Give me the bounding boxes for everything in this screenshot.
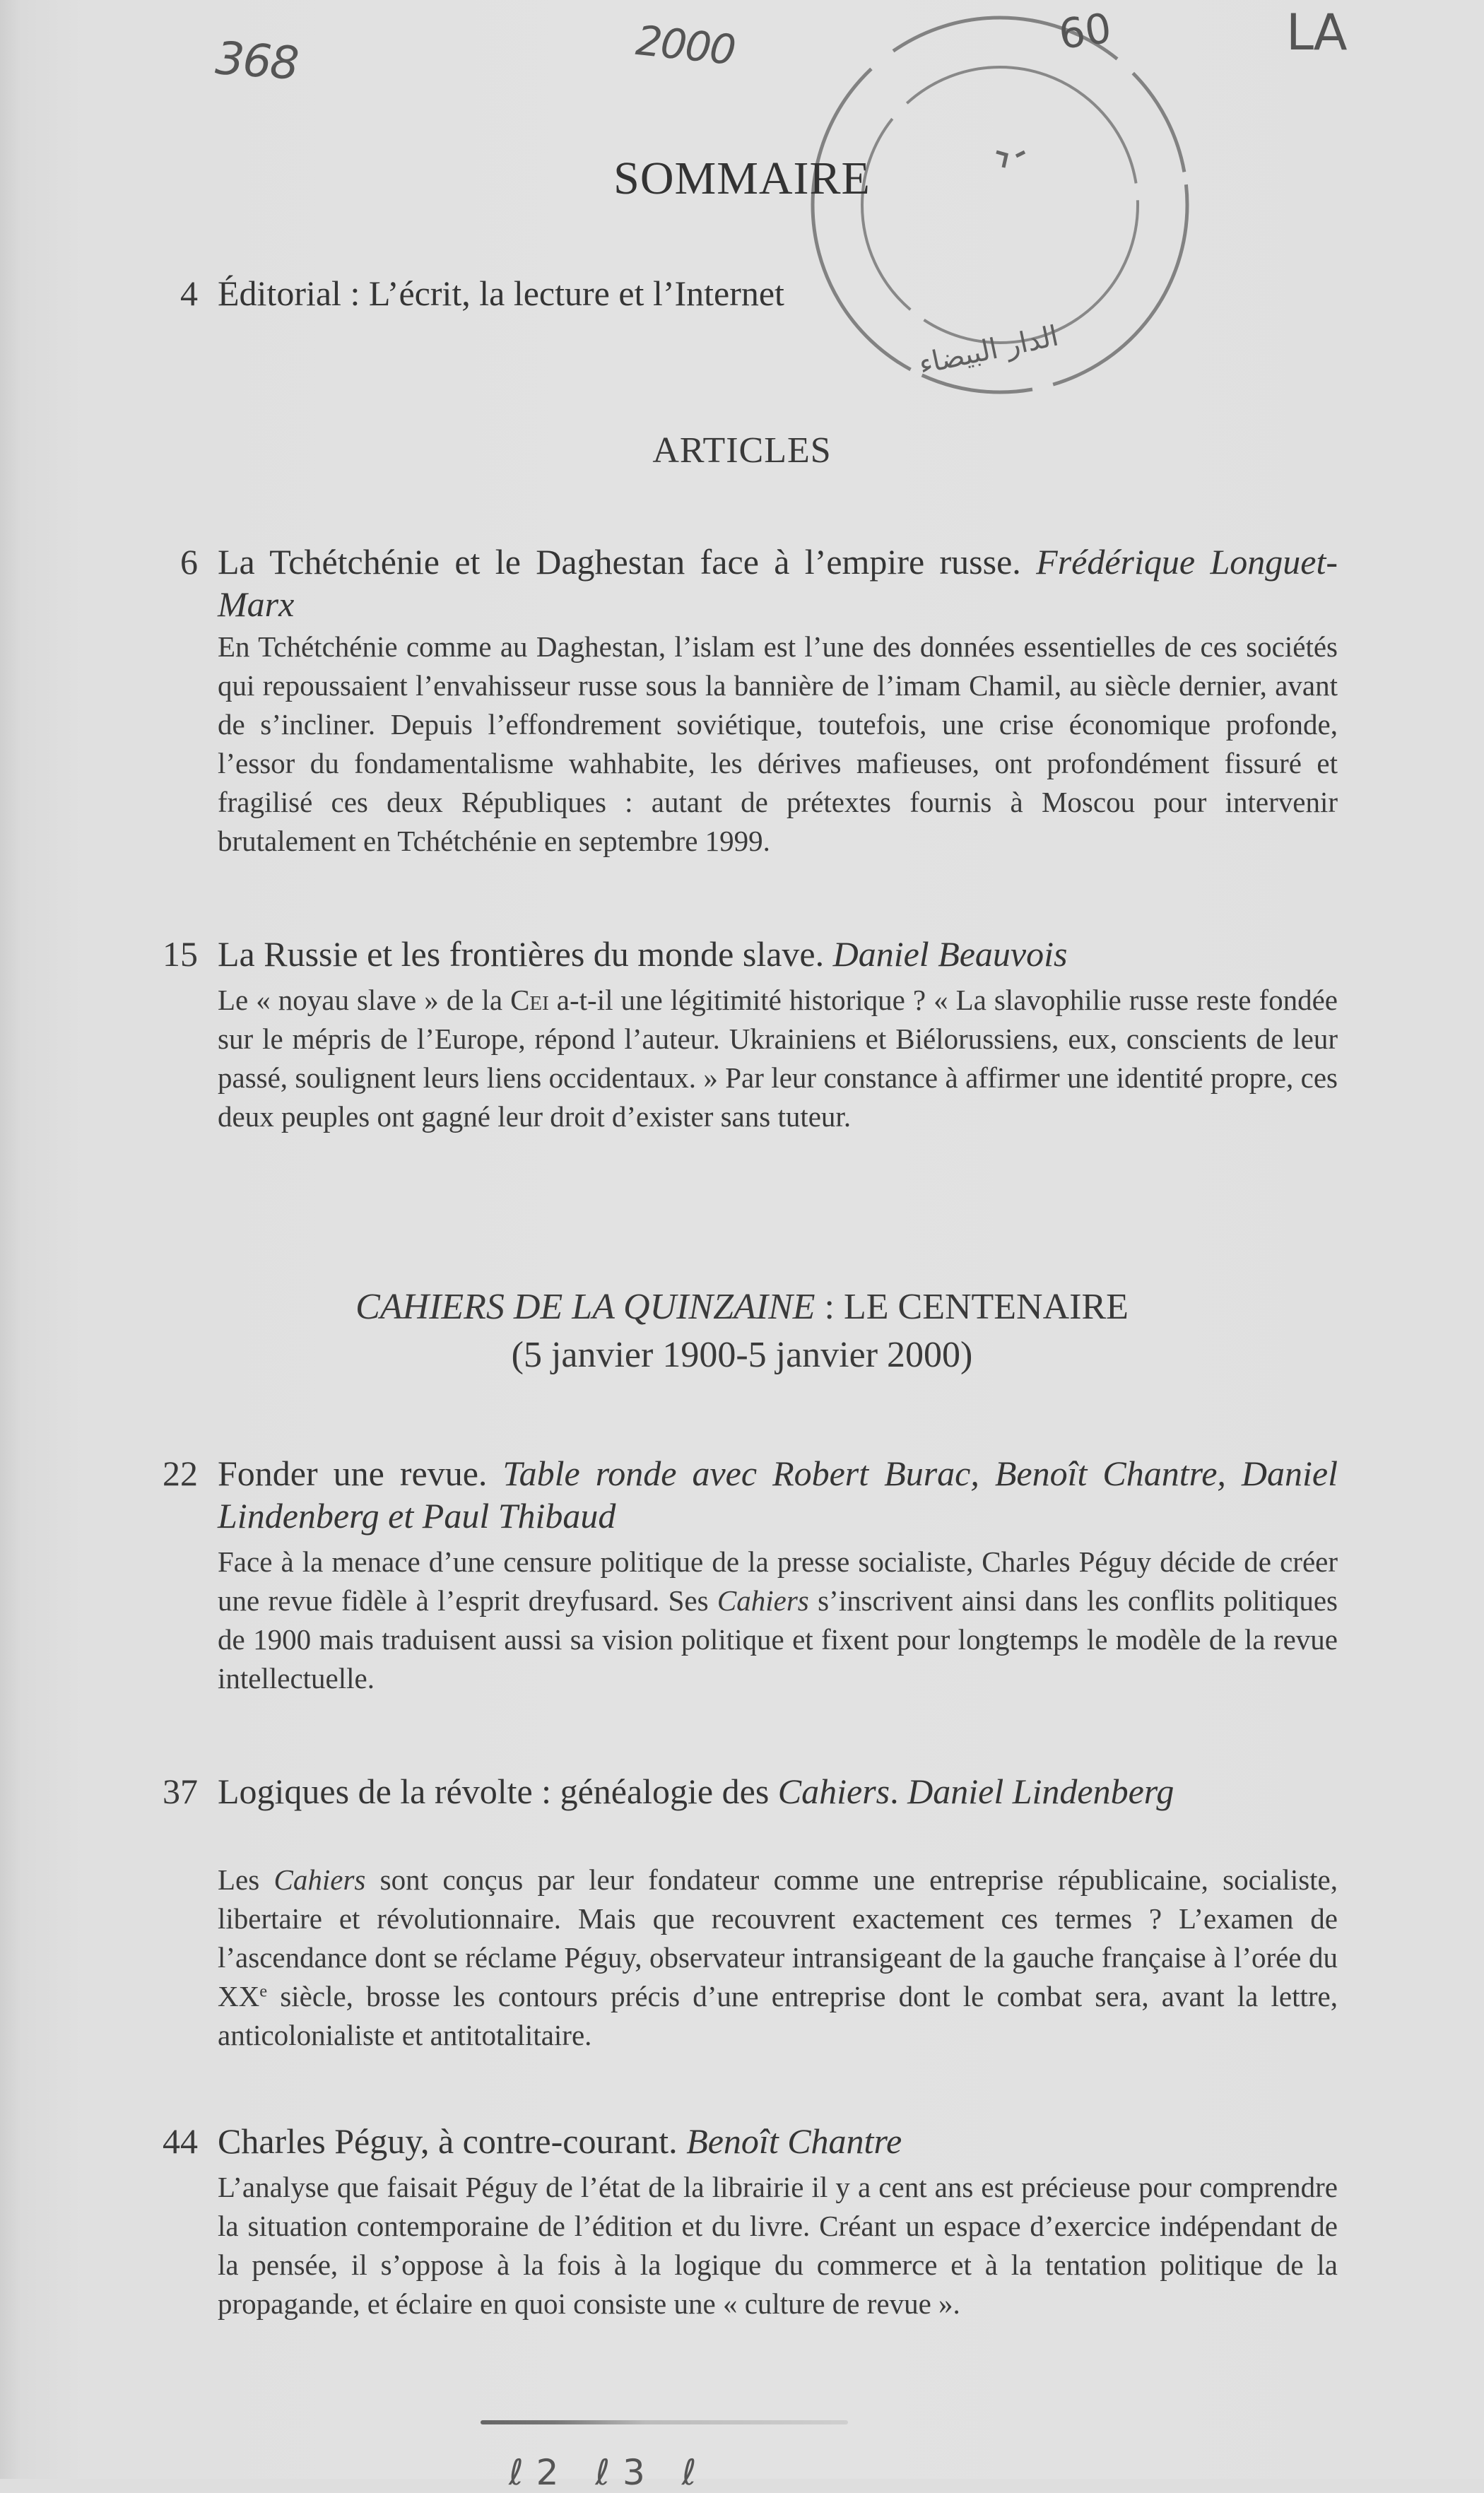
entry-heading (218, 933, 1338, 975)
abstract-text: Face à la menace d’une censure politique de la presse socialiste, Charles Péguy décide de créer une revue fidèle à l’esprit dreyfusard. Ses (218, 1545, 1338, 1617)
abstract-superscript: e (259, 1981, 268, 2001)
entry-author: Daniel Lindenberg (907, 1772, 1174, 1811)
entry-page-number: 4 (180, 273, 198, 313)
entry-title-end: . (890, 1772, 908, 1811)
entry-author: Frédérique Longuet-Marx (218, 542, 1338, 624)
abstract-text: a-t-il une légitimité historique ? « La slavophilie russe reste fondée sur le mépris de l’Europe, répond l’auteur. Ukrainiens et Biélorussiens, eux, conscients de leur passé, soulignent leurs liens occidentaux. » Par leur constance à affirmer une identité propre, ces deux peuples ont gagné leur droit d’exister sans tuteur. (218, 984, 1338, 1133)
handwritten-page-code: 368 (213, 33, 300, 90)
abstract-text: siècle, brosse les contours précis d’une entreprise dont le combat sera, avant la lettre, anticolonialiste et antitotalitaire. (218, 1980, 1338, 2051)
stamp-text: الدار البيضاء (916, 319, 1061, 382)
entry-title: Fonder une revue. (218, 1454, 503, 1493)
entry-author: Daniel Beauvois (832, 934, 1068, 974)
entry-abstract (218, 981, 1338, 1136)
entry-title: Éditorial : L’écrit, la lecture et l’Internet (218, 273, 784, 313)
entry-heading (218, 2120, 1338, 2162)
entry-page-number: 37 (163, 1772, 198, 1811)
entry-abstract (218, 1543, 1338, 1698)
entry-page-number: 44 (163, 2121, 198, 2161)
divider-rule (481, 2420, 848, 2424)
entry-page-number: 22 (163, 1454, 198, 1493)
entry-heading (218, 1452, 1338, 1537)
section-dates: (5 janvier 1900-5 janvier 2000) (511, 1335, 973, 1375)
entry-abstract: L’analyse que faisait Péguy de l’état de la librairie il y a cent ans est précieuse pour comprendre la situation contemporaine de l’édition et du livre. Créant un espace d’exercice indépendant de la pensée, il s’oppose à la fois à la logique du commerce et à la tentation politique de la propagande, et éclaire en quoi consiste une « culture de revue ». (218, 2171, 1338, 2320)
entry-abstract (218, 1861, 1338, 2055)
entry-abstract: En Tchétchénie comme au Daghestan, l’islam est l’une des données essentielles de ces sociétés qui repoussaient l’envahisseur russe sous la bannière de l’imam Chamil, au siècle dernier, avant de s’incliner. Depuis l’effondrement soviétique, toutefois, une crise économique profonde, l’essor du fondamentalisme wahhabite, les dérives mafieuses, ont profondément fissuré et fragilisé ces deux Républiques : autant de prétextes fournis à Moscou pour intervenir brutalement en Tchétchénie en septembre 1999. (218, 630, 1338, 857)
entry-page-number: 15 (163, 934, 198, 974)
page-title: SOMMAIRE (613, 153, 871, 204)
section-heading-articles: ARTICLES (652, 430, 832, 471)
entry-title: Charles Péguy, à contre-courant. (218, 2121, 687, 2161)
handwritten-corner-mark: LA (1286, 4, 1346, 61)
abstract-century: XX (218, 1980, 260, 2012)
library-stamp-icon (784, 4, 1208, 428)
entry-title: Logiques de la révolte : généalogie des (218, 1772, 778, 1811)
handwritten-footer: ℓ2 ℓ3 ℓ (509, 2452, 709, 2493)
section-heading-italic: CAHIERS DE LA QUINZAINE (355, 1287, 815, 1327)
entry-author: Table ronde avec Robert Burac, Benoît Chantre, Daniel Lindenberg et Paul Thibaud (218, 1454, 1338, 1536)
abstract-italic: Cahiers (717, 1584, 809, 1617)
abstract-text: Les (218, 1863, 274, 1896)
abstract-text: s’inscrivent ainsi dans les conflits politiques de 1900 mais traduisent aussi sa vision politique et fixent pour longtemps le modèle de la revue intellectuelle. (218, 1584, 1338, 1695)
abstract-text: sont conçus par leur fondateur comme une entreprise républicaine, socialiste, libertaire et révolutionnaire. Mais que recouvrent exactement ces termes ? L’examen de l’ascendance dont se réclame Péguy, observateur intransigeant de la gauche française à l’orée du (218, 1863, 1338, 1974)
entry-title: La Russie et les frontières du monde slave. (218, 934, 833, 974)
entry-title: La Tchétchénie et le Daghestan face à l’empire russe. (218, 542, 1037, 582)
stamp-number: 60 (1056, 4, 1114, 59)
abstract-text: Le « noyau slave » de la (218, 984, 511, 1016)
abstract-acronym: Cei (510, 984, 549, 1016)
section-heading-cahiers (0, 1286, 1484, 1328)
entry-page-number: 6 (180, 542, 198, 582)
handwritten-year-note: 2000 (633, 16, 737, 75)
abstract-italic: Cahiers (273, 1863, 366, 1896)
entry-heading (218, 1770, 1338, 1813)
entry-author: Benoît Chantre (686, 2121, 902, 2161)
entry-heading (218, 541, 1338, 625)
entry-title-italic: Cahiers (777, 1772, 890, 1811)
section-heading-rest: : LE CENTENAIRE (815, 1287, 1129, 1327)
